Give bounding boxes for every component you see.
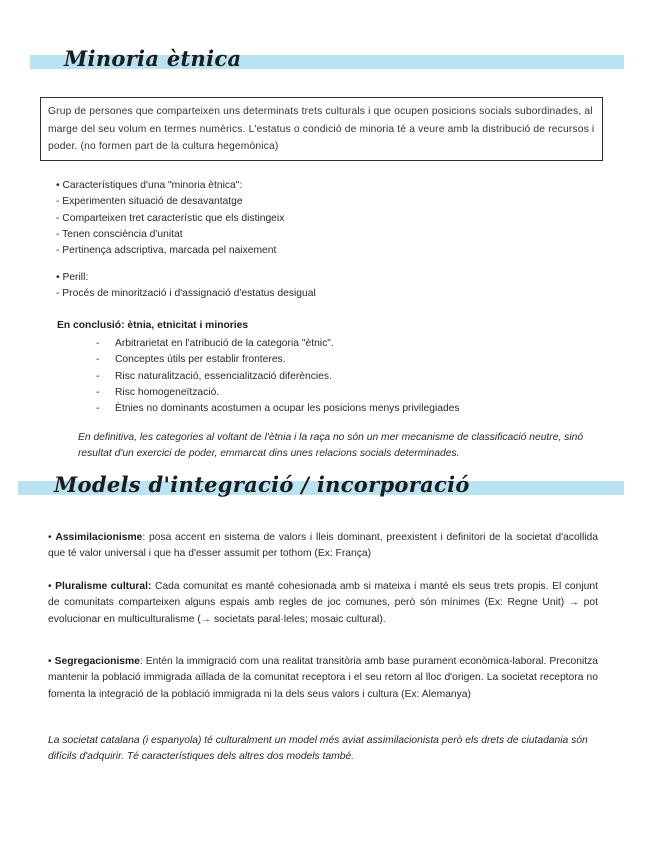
dash-marker: - [96, 403, 100, 415]
model-description: : posa accent en sistema de valors i lleis dominant, preexistent i definitori de la societat d'acollida que té valor universal i que ha d'esser assumit per tothom (Ex: França) [48, 532, 598, 560]
section1-closing-paragraph: En definitiva, les categories al voltant de l'ètnia i la raça no són un mer mecanisme de classificació neutre, sinó resultat d'un exercici de poder, emmarcat dins unes relacions socials determinades. [78, 432, 584, 459]
list-item-text: Arbitrarietat en l'atribució de la categoria "ètnic". [115, 338, 334, 349]
model-term: Segregacionisme [54, 656, 140, 667]
list-item-text: Risc naturalització, essencialització diferències. [115, 370, 332, 382]
list-item [96, 352, 460, 368]
model-term: Pluralisme cultural: [55, 581, 152, 592]
model-pluralisme-cultural [48, 579, 598, 628]
section2-closing-paragraph: La societat catalana (i espanyola) té culturalment un model més aviat assimilacionista però els drets de ciutadania són difícils d'adquirir. Té característiques dels altres dos models també. [48, 735, 588, 763]
characteristics-list [56, 178, 284, 259]
list-item-text: Conceptes útils per establir fronteres. [115, 354, 286, 366]
list-item: • Perill: [56, 272, 89, 283]
danger-list [56, 270, 316, 303]
dash-marker: - [96, 338, 100, 349]
model-assimilacionisme [48, 530, 598, 563]
list-item: - Pertinença adscriptiva, marcada pel naixement [56, 245, 277, 257]
conclusion-title: En conclusió: ètnia, etnicitat i minories [57, 320, 249, 331]
list-item-text: Risc homogeneïtzació. [115, 386, 220, 398]
section-heading-models-integracio: Models d'integració / incorporació [54, 472, 470, 497]
section-heading-minoria-etnica: Minoria ètnica [64, 46, 242, 71]
model-description: Cada comunitat es manté cohesionada amb si mateixa i manté els seus trets propis. El conjunt de comunitats comparteixen alguns espais amb regles de joc comunes, però són mínimes (Ex: Regne Unit) → pot evolucionar en multiculturalisme (→ societats paral·leles; mosaic cultural). [48, 581, 598, 625]
dash-marker: - [96, 354, 100, 366]
bullet: • [48, 656, 52, 667]
model-segregacionisme [48, 654, 598, 703]
list-item: - Experimenten situació de desavantatge [56, 196, 243, 208]
list-item [96, 385, 460, 401]
bullet: • [48, 532, 52, 543]
list-item: - Tenen consciència d'unitat [56, 228, 183, 240]
list-item: • Característiques d'una "minoria ètnica": [56, 180, 243, 191]
list-item-text: Ètnies no dominants acostumen a ocupar les posicions menys privilegiades [115, 403, 460, 415]
model-term: Assimilacionisme [55, 532, 143, 543]
dash-marker: - [96, 386, 100, 398]
model-description: : Entén la immigració com una realitat transitòria amb base purament econòmica-laboral. Preconitza mantenir la població immigrada aïllada de la comunitat receptora i el seu retorn al lloc d'origen. La societat receptora no fomenta la integració de la població immigrada ni la dels seus valors i cultura (Ex: Alemanya) [48, 656, 598, 700]
list-item [96, 401, 460, 417]
list-item [96, 369, 460, 385]
list-item [96, 336, 460, 352]
list-item: - Procés de minorització i d'assignació d'estatus desigual [56, 288, 316, 300]
dash-marker: - [96, 370, 100, 382]
bullet: • [48, 581, 52, 592]
definition-box: Grup de persones que comparteixen uns determinats trets culturals i que ocupen posicions socials subordinades, al marge del seu volum en termes numèrics. L'estatus o condició de minoria té a veure amb la distribució de recursos i poder. (no formen part de la cultura hegemònica) [40, 97, 603, 161]
list-item: - Comparteixen tret característic que els distingeix [56, 212, 285, 224]
conclusion-list [96, 336, 460, 417]
